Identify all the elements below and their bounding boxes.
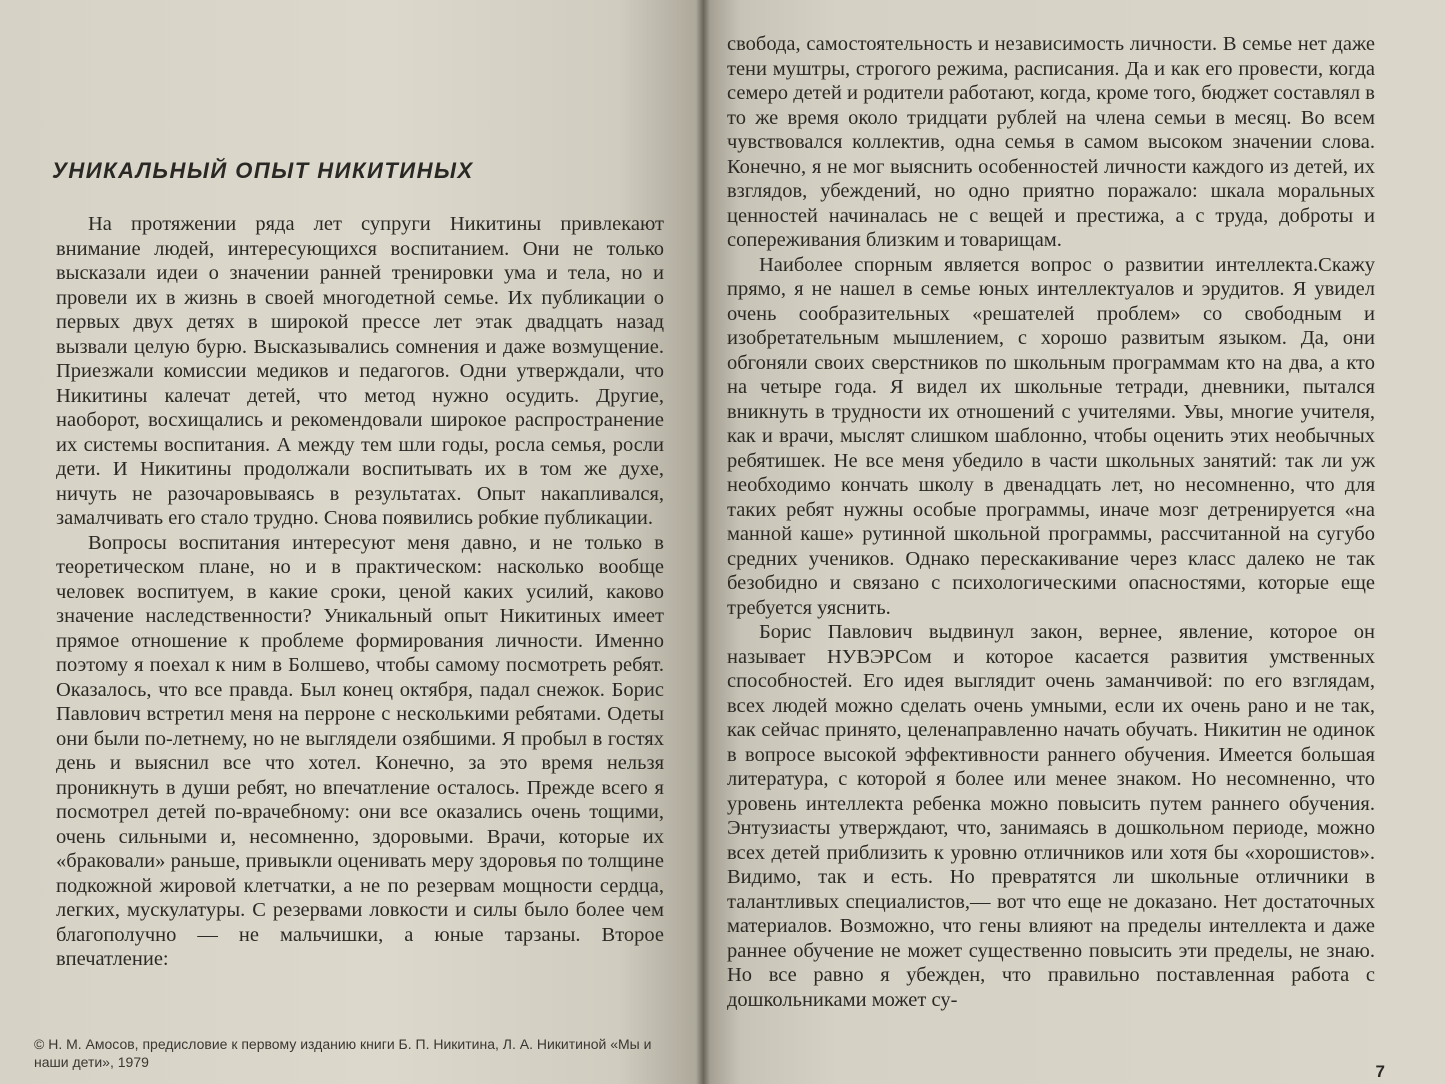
- left-text-column: [56, 212, 664, 972]
- right-paragraph-2: Наиболее спорным является вопрос о развитии интеллекта.Скажу прямо, я не нашел в семье юных интеллектуалов и эрудитов. Я увидел очень сообразительных «решателей проблем» со свободным и изобретательным мышлением, с хорошо развитым языком. Да, они обгоняли своих сверстников по школьным программам кто на два, а кто на четыре года. Я видел их школьные тетради, дневники, пытался вникнуть в трудности их отношений с учителями. Увы, многие учителя, как и врачи, мыслят слишком шаблонно, чтобы оценить этих необычных ребятишек. Не все меня убедило в части школьных занятий: так ли уж необходимо кончать школу в двенадцать лет, но несомненно, что для таких ребят нужны особые программы, иначе мозг детренируется «на манной каше» рутинной школьной программы, рассчитанной на сугубо средних учеников. Однако перескакивание через класс далеко не так безобидно и связано с психологическими опасностями, которые еще требуется уяснить.: [727, 253, 1375, 619]
- chapter-heading: УНИКАЛЬНЫЙ ОПЫТ НИКИТИНЫХ: [52, 158, 474, 183]
- left-paragraph-2: Вопросы воспитания интересуют меня давно, и не только в теоретическом плане, но и в практическом: насколько вообще человек воспитуем, в какие сроки, ценой каких усилий, каково значение наследственности? Уникальный опыт Никитиных имеет прямое отношение к проблеме формирования личности. Именно поэтому я поехал к ним в Болшево, чтобы самому посмотреть ребят. Оказалось, что все правда. Был конец октября, падал снежок. Борис Павлович встретил меня на перроне с несколькими ребятами. Одеты они были по-летнему, но не выглядели озябшими. Я пробыл в гостях день и выяснил все что хотел. Конечно, за это время нельзя проникнуть в души ребят, но впечатление осталось. Прежде всего я посмотрел детей по-врачебному: они все оказались очень тощими, очень сильными и, несомненно, здоровыми. Врачи, которые их «браковали» раньше, привыкли оценивать меру здоровья по толщине подкожной жировой клетчатки, а не по резервам мощности сердца, легких, мускулатуры. С резервами ловкости и силы было более чем благополучно — не мальчишки, а юные тарзаны. Второе впечатление:: [56, 531, 664, 970]
- left-paragraph-1: На протяжении ряда лет супруги Никитины привлекают внимание людей, интересующихся воспитанием. Они не только высказали идеи о значении ранней тренировки ума и тела, но и провели их в жизнь в своей многодетной семье. Их публикации о первых двух детях в широкой прессе лет этак двадцать назад вызвали целую бурю. Высказывались сомнения и даже возмущение. Приезжали комиссии медиков и педагогов. Одни утверждали, что Никитины калечат детей, что метод нужно осудить. Другие, наоборот, восхищались и рекомендовали широкое распространение их системы воспитания. А между тем шли годы, росла семья, росли дети. И Никитины продолжали воспитывать их в том же духе, ничуть не разочаровываясь в результатах. Опыт накапливался, замалчивать его стало трудно. Снова появились робкие публикации.: [56, 213, 664, 529]
- right-paragraph-3: Борис Павлович выдвинул закон, вернее, явление, которое он называет НУВЭРСом и которое касается развития умственных способностей. Его идея выглядит очень заманчивой: по его взглядам, всех людей можно сделать очень умными, если их очень рано и не так, как сейчас принято, целенаправленно начать обучать. Никитин не одинок в вопросе высокой эффективности раннего обучения. Имеется большая литература, с которой я более или менее знаком. Но несомненно, что уровень интеллекта ребенка можно повысить путем раннего обучения. Энтузиасты утверждают, что, занимаясь в дошкольном периоде, можно всех детей приблизить к уровню отличников или хотя бы «хорошистов». Видимо, так и есть. Но превратятся ли школьные отличники в талантливых специалистов,— вот что еще не доказано. Нет достаточных материалов. Возможно, что гены влияют на пределы интеллекта и даже раннее обучение не может существенно повысить эти пределы, не знаю. Но все равно я убежден, что правильно поставленная работа с дошкольниками может су-: [727, 621, 1375, 1011]
- right-text-column: [727, 32, 1375, 1012]
- right-paragraph-1: свобода, самостоятельность и независимость личности. В семье нет даже тени муштры, строгого режима, расписания. Да и как его провести, когда семеро детей и родители работают, когда, кроме того, бюджет составлял в то же время около тридцати рублей на члена семьи в месяц. Во всем чувствовался коллектив, одна семья в самом высоком значении слова. Конечно, я не мог выяснить особенностей личности каждого из детей, их взглядов, убеждений, но одно приятно поражало: шкала моральных ценностей начиналась не с вещей и престижа, а с труда, доброты и сопереживания близким и товарищам.: [727, 33, 1375, 251]
- right-page: [703, 0, 1445, 1084]
- left-page: [0, 0, 703, 1084]
- page-number: 7: [1375, 1062, 1385, 1081]
- copyright-footnote: © Н. М. Амосов, предисловие к первому изданию книги Б. П. Никитина, Л. А. Никитиной «Мы и наши дети», 1979: [34, 1036, 652, 1070]
- book-gutter: [696, 0, 710, 1084]
